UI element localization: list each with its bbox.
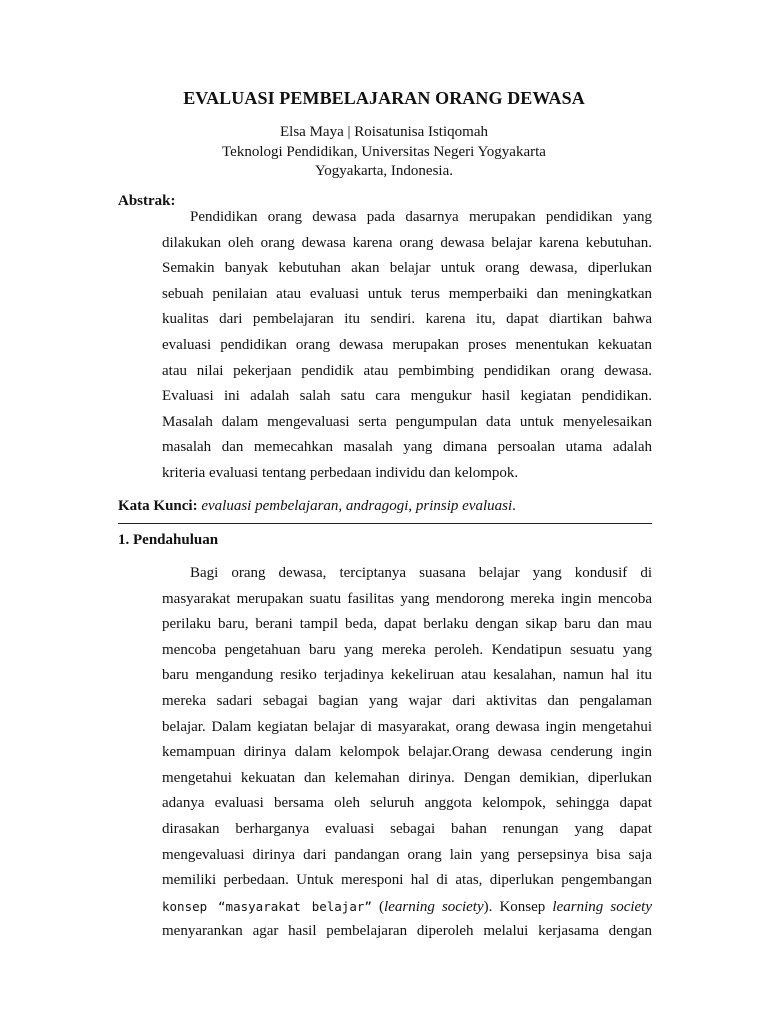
body-line: mengetahui kekuatan dan kelemahan dirinya. Dengan demikian, diperlukan	[162, 769, 652, 786]
abstract-line: dilakukan oleh orang dewasa karena orang dewasa belajar karena kebutuhan.	[162, 234, 652, 251]
abstract-line: evaluasi pendidikan orang dewasa merupakan proses menentukan kekuatan	[162, 336, 652, 353]
abstract-line: Masalah dalam mengevaluasi serta pengumpulan data untuk menyelesaikan	[162, 413, 652, 430]
abstract-line: kualitas dari pembelajaran itu sendiri. karena itu, dapat diartikan bahwa	[162, 311, 652, 328]
italic-term: learning society	[552, 898, 653, 915]
abstract-line: atau nilai pekerjaan pendidik atau pembimbing pendidikan orang dewasa.	[162, 362, 652, 379]
abstract-line: Semakin banyak kebutuhan akan belajar untuk orang dewasa, diperlukan	[162, 260, 652, 277]
abstract-body	[162, 205, 652, 487]
keywords-end: .	[512, 498, 516, 514]
body-line: mencoba pengetahuan baru yang mereka peroleh. Kendatipun sesuatu yang	[162, 641, 652, 658]
section-heading-introduction: 1. Pendahuluan	[118, 532, 219, 548]
abstract-label: Abstrak:	[118, 193, 176, 209]
body-line: adanya evaluasi bersama oleh seluruh anggota kelompok, sehingga dapat	[162, 795, 652, 812]
abstract-line: Pendidikan orang dewasa pada dasarnya merupakan pendidikan yang	[190, 209, 652, 225]
body-line: Bagi orang dewasa, terciptanya suasana belajar yang kondusif di	[190, 565, 652, 581]
keywords-text: evaluasi pembelajaran, andragogi, prinsip evaluasi	[201, 498, 513, 514]
body-line: memiliki perbedaan. Untuk meresponi hal di atas, diperlukan pengembangan	[162, 872, 652, 889]
body-line: menyarankan agar hasil pembelajaran diperoleh melalui kerjasama dengan	[162, 923, 652, 940]
italic-term: learning society	[384, 898, 484, 915]
introduction-body	[162, 561, 652, 945]
body-line: belajar. Dalam kegiatan belajar di masyarakat, orang dewasa ingin mengetahui	[162, 718, 652, 735]
section-divider	[118, 523, 652, 524]
paper-title: EVALUASI PEMBELAJARAN ORANG DEWASA	[183, 88, 585, 108]
mono-phrase: konsep “masyarakat belajar”	[162, 898, 372, 914]
body-line-mixed	[162, 894, 652, 920]
body-line: perilaku baru, berani tampil beda, dapat berlaku dengan sikap baru dan mau	[162, 616, 652, 633]
body-line: masyarakat merupakan suatu fasilitas yang mendorong mereka ingin mencoba	[162, 590, 652, 607]
keywords-label: Kata Kunci:	[118, 498, 198, 514]
paper-location: Yogyakarta, Indonesia.	[314, 163, 454, 179]
abstract-line: masalah dan memecahkan masalah yang dimana persoalan utama adalah	[162, 439, 652, 456]
body-line: mengevaluasi dirinya dari pandangan orang lain yang persepsinya bisa saja	[162, 846, 652, 863]
keywords	[118, 498, 516, 515]
abstract-line: sebuah penilaian atau evaluasi untuk terus memperbaiki dan meningkatkan	[162, 285, 652, 302]
abstract-line: kriteria evaluasi tentang perbedaan individu dan kelompok.	[162, 464, 519, 481]
body-line: baru mengandung resiko terjadinya kekeliruan atau kesalahan, namun hal itu	[162, 667, 652, 684]
abstract-line: Evaluasi ini adalah salah satu cara mengukur hasil kegiatan pendidikan.	[162, 388, 652, 405]
paper-authors: Elsa Maya | Roisatunisa Istiqomah	[280, 124, 488, 140]
body-line: kemampuan dirinya dalam kelompok belajar.Orang dewasa cenderung ingin	[162, 744, 652, 761]
body-line: dirasakan berharganya evaluasi sebagai bahan renungan yang dapat	[162, 820, 652, 837]
text-run: (	[371, 898, 385, 915]
text-run: ). Konsep	[483, 898, 553, 915]
paper-affiliation: Teknologi Pendidikan, Universitas Negeri Yogyakarta	[222, 144, 546, 160]
body-line: mereka sadari sebagai bagian yang wajar dari aktivitas dan pengalaman	[162, 692, 652, 709]
